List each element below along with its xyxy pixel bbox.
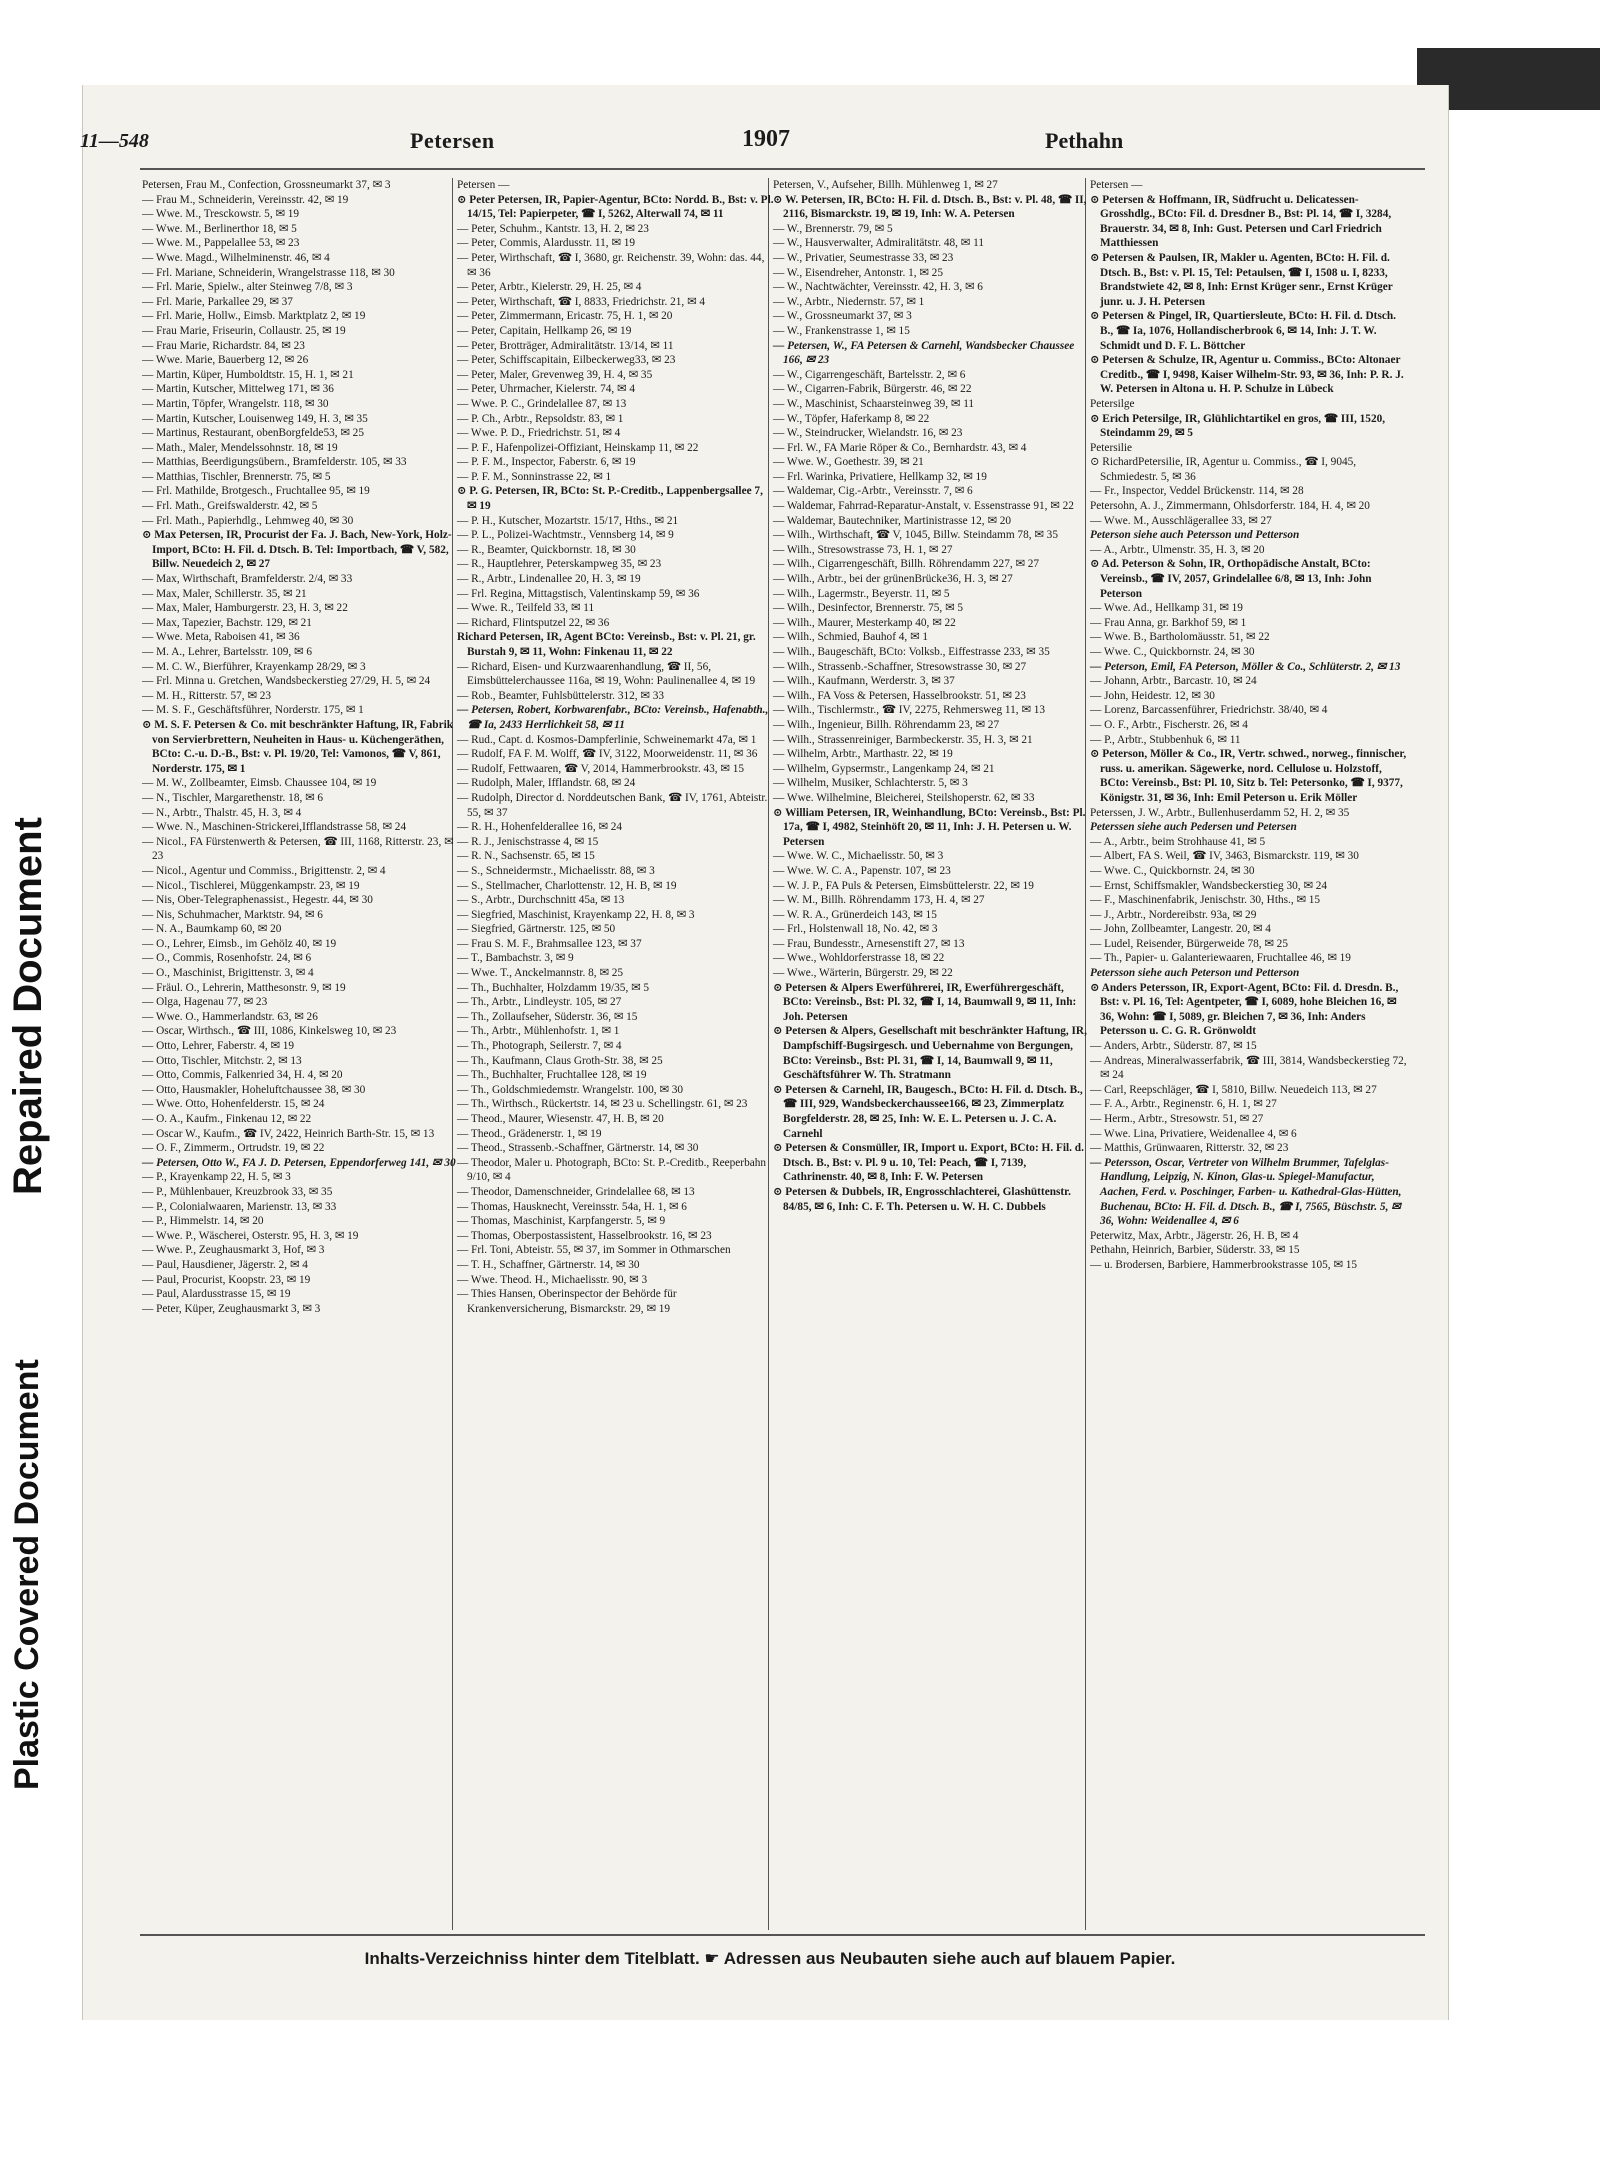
header-year: 1907 xyxy=(742,126,790,152)
directory-entry: — F. A., Arbtr., Reginenstr. 6, H. 1, ✉ 27 xyxy=(1090,1098,1277,1111)
directory-entry: ⊙ Petersen & Dubbels, IR, Engrosschlachterei, Glashüttenstr. 84/85, ✉ 6, Inh: C. F. Th. Petersen u. W. H. C. Dubbels xyxy=(773,1185,1071,1213)
footer-note: Inhalts-Verzeichniss hinter dem Titelblatt. ☛ Adressen aus Neubauten siehe auch auf blauem Papier. xyxy=(364,1949,1176,1968)
directory-entry: — S., Schneidermstr., Michaelisstr. 88, ✉ 3 xyxy=(457,864,655,877)
directory-entry: — Ludel, Reisender, Bürgerweide 78, ✉ 25 xyxy=(1090,937,1288,950)
directory-entry: — Rudolf, FA F. M. Wolff, ☎ IV, 3122, Moorweidenstr. 11, ✉ 36 xyxy=(457,748,758,761)
directory-entry: — O. F., Arbtr., Fischerstr. 26, ✉ 4 xyxy=(1090,718,1248,731)
directory-entry: — Peter, Uhrmacher, Kielerstr. 74, ✉ 4 xyxy=(457,383,635,396)
page-number: 11—548 xyxy=(80,130,149,152)
directory-entry: — T., Bambachstr. 3, ✉ 9 xyxy=(457,952,574,965)
directory-entry: — W., Arbtr., Niedernstr. 57, ✉ 1 xyxy=(773,295,925,308)
directory-entry: — W., Töpfer, Haferkamp 8, ✉ 22 xyxy=(773,412,930,425)
directory-entry: — Wwe. Theod. H., Michaelisstr. 90, ✉ 3 xyxy=(457,1273,648,1286)
directory-entry: — Albert, FA S. Weil, ☎ IV, 3463, Bismarckstr. 119, ✉ 30 xyxy=(1090,850,1359,863)
directory-entry: — Martin, Küper, Humboldtstr. 15, H. 1, ✉ 21 xyxy=(142,368,354,381)
directory-entry: — Wwe. Magd., Wilhelminenstr. 46, ✉ 4 xyxy=(142,251,330,264)
directory-entry: — Wilh., Desinfector, Brennerstr. 75, ✉ 5 xyxy=(773,602,964,615)
directory-entry: — W., Frankenstrasse 1, ✉ 15 xyxy=(773,324,910,337)
directory-entry: — W., Eisendreher, Antonstr. 1, ✉ 25 xyxy=(773,266,943,279)
footer-rule xyxy=(140,1934,1425,1936)
directory-entry: — Olga, Hagenau 77, ✉ 23 xyxy=(142,996,268,1009)
directory-entry: — Wilh., FA Voss & Petersen, Hasselbrookstr. 51, ✉ 23 xyxy=(773,689,1026,702)
directory-entry: ⊙ W. Petersen, IR, BCto: H. Fil. d. Dtsch. B., Bst: v. Pl. 48, ☎ II, 2116, Bismarckstr. 19, ✉ 19, Inh: W. A. Petersen xyxy=(773,193,1087,221)
directory-entry: — Wilh., Ingenieur, Billh. Röhrendamm 23, ✉ 27 xyxy=(773,718,1000,731)
directory-entry: ⊙ William Petersen, IR, Weinhandlung, BCto: Vereinsb., Bst: Pl. 17a, ☎ I, 4982, Steinhöft 20, ✉ 11, Inh: J. H. Petersen u. W. Petersen xyxy=(773,806,1086,848)
directory-entry: — Martin, Kutscher, Mittelweg 171, ✉ 36 xyxy=(142,383,334,396)
directory-entry: ⊙ Petersen & Schulze, IR, Agentur u. Commiss., BCto: Altonaer Creditb., ☎ I, 9498, Kaiser Wilhelm-Str. 93, ✉ 36, Inh: P. R. J. W. Petersen in Altona u. H. P. Schulze in Lübeck xyxy=(1090,354,1404,396)
directory-entry: — Wilh., Cigarrengeschäft, Billh. Röhrendamm 227, ✉ 27 xyxy=(773,558,1040,571)
directory-entry: — M. A., Lehrer, Bartelsstr. 109, ✉ 6 xyxy=(142,646,312,658)
directory-entry: — Peter, Capitain, Hellkamp 26, ✉ 19 xyxy=(457,324,632,337)
directory-entry: — Nis, Ober-Telegraphenassist., Hegestr. 44, ✉ 30 xyxy=(142,894,373,907)
directory-entry: — Th., Buchhalter, Holzdamm 19/35, ✉ 5 xyxy=(457,981,650,994)
directory-entry: — N., Tischler, Margarethenstr. 18, ✉ 6 xyxy=(142,791,324,804)
directory-entry: — John, Zollbeamter, Langestr. 20, ✉ 4 xyxy=(1090,923,1271,936)
directory-entry: — Peter, Brotträger, Admiralitätstr. 13/14, ✉ 11 xyxy=(457,339,674,352)
directory-entry: — Carl, Reepschläger, ☎ I, 5810, Billw. Neuedeich 113, ✉ 27 xyxy=(1090,1083,1377,1096)
directory-entry: — Wwe., Wohldorferstrasse 18, ✉ 22 xyxy=(773,952,945,965)
directory-entry: — W., Grossneumarkt 37, ✉ 3 xyxy=(773,310,912,323)
directory-entry: — S., Stellmacher, Charlottenstr. 12, H. B, ✉ 19 xyxy=(457,879,677,892)
directory-entry: ⊙ Anders Petersson, IR, Export-Agent, BCto: Fil. d. Dresdn. B., Bst: v. Pl. 16, Tel: Agentpeter, ☎ I, 6089, hohe Bleichen 16, ✉ 36, Wohn: ☎ I, 5089, gr. Bleichen 7, ✉ 36, Inh: Anders Petersson u. C. G. R. Grönwoldt xyxy=(1090,981,1399,1038)
directory-entry: ⊙ Ad. Peterson & Sohn, IR, Orthopädische Anstalt, BCto: Vereinsb., ☎ IV, 2057, Grindelallee 6/8, ✉ 13, Inh: John Peterson xyxy=(1090,558,1372,600)
directory-entry: — Rud., Capt. d. Kosmos-Dampferlinie, Schweinemarkt 47a, ✉ 1 xyxy=(457,733,757,746)
directory-entry: — Th., Wirthsch., Rückertstr. 14, ✉ 23 u. Schellingstr. 61, ✉ 23 xyxy=(457,1098,748,1111)
directory-entry: — Peter, Wirthschaft, ☎ I, 8833, Friedrichstr. 21, ✉ 4 xyxy=(457,295,706,308)
directory-entry: — P., Krayenkamp 22, H. 5, ✉ 3 xyxy=(142,1171,291,1184)
directory-entry: ⊙ Petersen & Alpers, Gesellschaft mit beschränkter Haftung, IR, Dampfschiff-Bugsirgesch. und Uebernahme von Bergungen, BCto: Vereinsb., Bst: Pl. 31, ☎ I, 14, Baumwall 9, ✉ 11, Geschäftsführer W. Th. Stratmann xyxy=(773,1025,1087,1082)
directory-entry: — R., Beamter, Quickbornstr. 18, ✉ 30 xyxy=(457,543,636,556)
directory-entry: Petersen — xyxy=(457,179,510,191)
directory-entry: — Petersson, Oscar, Vertreter von Wilhelm Brummer, Tafelglas-Handlung, Leipzig, N. Kinon, Glas-u. Spiegel-Manufactur, Aachen, Ferd. v. Poschinger, Farben- u. Kathedral-Glas-Hütten, Buchenau, BCto: H. Fil. d. Dtsch. B., ☎ I, 7565, Büschstr. 5, ✉ 36, Wohn: Weidenallee 4, ✉ 6 xyxy=(1090,1156,1402,1228)
plastic-covered-label: Plastic Covered Document xyxy=(8,1359,46,1790)
directory-entry: — Wilh., Strassenreiniger, Barmbeckerstr. 35, H. 3, ✉ 21 xyxy=(773,733,1033,746)
directory-entry: — Siegfried, Gärtnerstr. 125, ✉ 50 xyxy=(457,923,616,936)
directory-entry: — Wwe. P., Wäscherei, Osterstr. 95, H. 3, ✉ 19 xyxy=(142,1229,359,1242)
directory-entry: — Math., Maler, Mendelssohnstr. 18, ✉ 19 xyxy=(142,441,338,454)
directory-entry: Petersen — xyxy=(1090,179,1143,191)
directory-entry: — P. H., Kutscher, Mozartstr. 15/17, Hths., ✉ 21 xyxy=(457,514,679,527)
directory-entry: — Frl. Mathilde, Brotgesch., Fruchtallee 95, ✉ 19 xyxy=(142,485,370,498)
directory-entry: — Oscar W., Kaufm., ☎ IV, 2422, Heinrich Barth-Str. 15, ✉ 13 xyxy=(142,1127,435,1140)
directory-entry: — Rudolph, Director d. Norddeutschen Bank, ☎ IV, 1761, Abteistr. 55, ✉ 37 xyxy=(457,791,768,819)
directory-entry: — Wwe. W., Goethestr. 39, ✉ 21 xyxy=(773,456,924,469)
directory-entry: Peterssen siehe auch Pedersen und Petersen xyxy=(1090,821,1297,834)
directory-entry: — Theod., Maurer, Wiesenstr. 47, H. B, ✉ 20 xyxy=(457,1113,664,1125)
directory-entry: ⊙ Max Petersen, IR, Procurist der Fa. J. Bach, New-York, Holz-Import, BCto: H. Fil. d. Dtsch. B. Tel: Importbach, ☎ V, 582, Billw. Neuedeich 2, ✉ 27 xyxy=(142,529,452,571)
directory-entry: — P., Mühlenbauer, Kreuzbrook 33, ✉ 35 xyxy=(142,1185,333,1198)
directory-entry: — Wilhelm, Musiker, Schlachterstr. 5, ✉ 3 xyxy=(773,777,968,790)
directory-entry: — Thomas, Maschinist, Karpfangerstr. 5, ✉ 9 xyxy=(457,1215,666,1228)
directory-entry: — Wwe. Wilhelmine, Bleicherei, Steilshoperstr. 62, ✉ 33 xyxy=(773,791,1035,804)
header-right-name: Pethahn xyxy=(1045,128,1124,153)
directory-entry: — J., Arbtr., Nordereibstr. 93a, ✉ 29 xyxy=(1090,908,1257,921)
directory-entry: — Otto, Lehrer, Faberstr. 4, ✉ 19 xyxy=(142,1040,295,1053)
directory-entry: — Nicol., FA Fürstenwerth & Petersen, ☎ III, 1168, Ritterstr. 23, ✉ 23 xyxy=(142,835,454,863)
directory-entry: — A., Arbtr., Ulmenstr. 35, H. 3, ✉ 20 xyxy=(1090,543,1265,556)
directory-entry: — Frau, Bundesstr., Arnesenstift 27, ✉ 13 xyxy=(773,937,965,950)
directory-entry: — Wwe. Meta, Raboisen 41, ✉ 36 xyxy=(142,631,300,644)
directory-entry: — Petersen, W., FA Petersen & Carnehl, Wandsbecker Chaussee 166, ✉ 23 xyxy=(773,339,1075,367)
directory-entry: — Johann, Arbtr., Barcastr. 10, ✉ 24 xyxy=(1090,675,1257,688)
directory-entry: — Wilh., Stresowstrasse 73, H. 1, ✉ 27 xyxy=(773,543,953,556)
directory-entry: — Frl. Marie, Hollw., Eimsb. Marktplatz 2, ✉ 19 xyxy=(142,310,366,323)
directory-entry: — Peter, Schiffscapitain, Eilbeckerweg33, ✉ 23 xyxy=(457,354,676,367)
directory-entry: — Theod., Strassenb.-Schaffner, Gärtnerstr. 14, ✉ 30 xyxy=(457,1142,699,1155)
directory-entry: — Frl. Warinka, Privatiere, Hellkamp 32, ✉ 19 xyxy=(773,470,987,483)
directory-entry: Peterwitz, Max, Arbtr., Jägerstr. 26, H. B, ✉ 4 xyxy=(1090,1229,1299,1242)
directory-entry: — Peterson, Emil, FA Peterson, Möller & Co., Schlüterstr. 2, ✉ 13 xyxy=(1090,660,1401,673)
directory-entry: — Frl. Mariane, Schneiderin, Wrangelstrasse 118, ✉ 30 xyxy=(142,266,395,279)
directory-entry: — Peter, Schuhm., Kantstr. 13, H. 2, ✉ 23 xyxy=(457,222,649,235)
directory-entry: — Wilh., Baugeschäft, BCto: Volksb., Eiffestrasse 233, ✉ 35 xyxy=(773,646,1050,658)
directory-entry: — N. A., Baumkamp 60, ✉ 20 xyxy=(142,923,282,936)
directory-entry: — Frl. W., FA Marie Röper & Co., Bernhardstr. 43, ✉ 4 xyxy=(773,441,1027,454)
directory-entry: — Max, Maler, Schillerstr. 35, ✉ 21 xyxy=(142,587,307,600)
directory-entry: — Matthias, Beerdigungsübern., Bramfelderstr. 105, ✉ 33 xyxy=(142,456,407,469)
directory-entry: — P., Colonialwaaren, Marienstr. 13, ✉ 33 xyxy=(142,1200,337,1213)
directory-entry: — Paul, Procurist, Koopstr. 23, ✉ 19 xyxy=(142,1273,311,1286)
directory-entry: Richard Petersen, IR, Agent BCto: Vereinsb., Bst: v. Pl. 21, gr. Burstah 9, ✉ 11, Wohn: Finkenau 11, ✉ 22 xyxy=(457,631,756,658)
directory-entry: ⊙ Erich Petersilge, IR, Glühlichtartikel en gros, ☎ III, 1520, Steindamm 29, ✉ 5 xyxy=(1090,412,1386,440)
directory-entry: ⊙ M. S. F. Petersen & Co. mit beschränkter Haftung, IR, Fabrik von Servierbrettern, Neuheiten in Haus- u. Küchengeräthen, BCto: C.-u. D.-B., Bst: v. Pl. 19/20, Tel: Vamonos, ☎ V, 861, Norderstr. 175, ✉ 1 xyxy=(142,718,454,775)
directory-entry: — Max, Tapezier, Bachstr. 129, ✉ 21 xyxy=(142,616,312,629)
directory-entry: ⊙ Petersen & Hoffmann, IR, Südfrucht u. Delicatessen-Grosshdlg., BCto: Fil. d. Dresdner B., Bst: Pl. 14, ☎ I, 3284, Brauerstr. 34, ✉ 8, Inh: Gust. Petersen und Carl Friedrich Matthiessen xyxy=(1090,193,1392,250)
directory-entry: — Rudolf, Fettwaaren, ☎ V, 2014, Hammerbrookstr. 43, ✉ 15 xyxy=(457,762,744,775)
directory-entry: — Peter, Commis, Alardusstr. 11, ✉ 19 xyxy=(457,237,636,250)
directory-entry: — W., Hausverwalter, Admiralitätstr. 48, ✉ 11 xyxy=(773,237,984,250)
directory-entry: — Thomas, Oberpostassistent, Hasselbrookstr. 16, ✉ 23 xyxy=(457,1229,712,1242)
directory-entry: — W., Cigarrengeschäft, Bartelsstr. 2, ✉ 6 xyxy=(773,368,966,381)
directory-entry: — F., Maschinenfabrik, Jenischstr. 30, Hths., ✉ 15 xyxy=(1090,894,1321,907)
directory-entry: — R. H., Hohenfelderallee 16, ✉ 24 xyxy=(457,821,623,834)
directory-entry: ⊙ RichardPetersilie, IR, Agentur u. Commiss., ☎ I, 9045, Schmiedestr. 5, ✉ 36 xyxy=(1090,456,1357,483)
directory-entry: — Waldemar, Bautechniker, Martinistrasse 12, ✉ 20 xyxy=(773,514,1012,527)
directory-entry: — Wwe. B., Bartholomäusstr. 51, ✉ 22 xyxy=(1090,631,1270,644)
directory-entry: — Anders, Arbtr., Süderstr. 87, ✉ 15 xyxy=(1090,1040,1257,1053)
directory-entry: — P. L., Polizei-Wachtmstr., Vennsberg 14, ✉ 9 xyxy=(457,529,674,542)
directory-entry: — Frau M., Schneiderin, Vereinsstr. 42, ✉ 19 xyxy=(142,193,349,206)
directory-entry: — Frau Marie, Friseurin, Collaustr. 25, ✉ 19 xyxy=(142,324,346,337)
directory-entry: — Theodor, Damenschneider, Grindelallee 68, ✉ 13 xyxy=(457,1185,695,1198)
directory-entry: — Th., Zollaufseher, Süderstr. 36, ✉ 15 xyxy=(457,1010,638,1023)
directory-entry: — Frl. Math., Greifswalderstr. 42, ✉ 5 xyxy=(142,500,318,513)
directory-entry: — Thies Hansen, Oberinspector der Behörde für Krankenversicherung, Bismarckstr. 29, ✉ 19 xyxy=(457,1288,677,1315)
directory-entry: — Matthias, Tischler, Brennerstr. 75, ✉ 5 xyxy=(142,470,331,483)
directory-entry: — Frl. Minna u. Gretchen, Wandsbeckerstieg 27/29, H. 5, ✉ 24 xyxy=(142,675,431,688)
directory-entry: — Waldemar, Cig.-Arbtr., Vereinsstr. 7, ✉ 6 xyxy=(773,485,973,498)
directory-entry: ⊙ Petersen & Paulsen, IR, Makler u. Agenten, BCto: H. Fil. d. Dtsch. B., Bst: v. Pl. 15, Tel: Petaulsen, ☎ I, 1508 u. I, 8233, Brandstwiete 42, ✉ 8, Inh: Ernst Krüger senr., Ernst Krüger junr. u. J. H. Petersen xyxy=(1090,251,1393,308)
directory-entry: ⊙ Peterson, Möller & Co., IR, Vertr. schwed., norweg., finnischer, russ. u. amerikan. Sägewerke, nord. Cellulose u. Holzstoff, BCto: Vereinsb., Bst: Pl. 10, Sitz b. Tel: Petersonko, ☎ I, 9377, Königstr. 31, ✉ 36, Inh: Emil Peterson u. Erik Möller xyxy=(1090,748,1407,804)
directory-entry: — Oscar, Wirthsch., ☎ III, 1086, Kinkelsweg 10, ✉ 23 xyxy=(142,1025,397,1038)
directory-entry: — Ernst, Schiffsmakler, Wandsbeckerstieg 30, ✉ 24 xyxy=(1090,879,1328,892)
directory-entry: — Wilhelm, Arbtr., Marthastr. 22, ✉ 19 xyxy=(773,748,953,761)
directory-entry: Petersen, V., Aufseher, Billh. Mühlenweg 1, ✉ 27 xyxy=(773,179,998,191)
directory-entry: — T. H., Schaffner, Gärtnerstr. 14, ✉ 30 xyxy=(457,1258,640,1271)
directory-entry: — W., Cigarren-Fabrik, Bürgerstr. 46, ✉ 22 xyxy=(773,383,972,396)
header-left-name: Petersen xyxy=(410,128,495,153)
directory-entry: — R., Arbtr., Lindenallee 20, H. 3, ✉ 19 xyxy=(457,573,641,586)
directory-entry: — O., Commis, Rosenhofstr. 24, ✉ 6 xyxy=(142,952,312,965)
directory-entry: — Paul, Alardusstrasse 15, ✉ 19 xyxy=(142,1288,291,1301)
directory-entry: — Waldemar, Fahrrad-Reparatur-Anstalt, v. Essenstrasse 91, ✉ 22 xyxy=(773,500,1074,513)
directory-entry: — P. F. M., Inspector, Faberstr. 6, ✉ 19 xyxy=(457,456,636,469)
directory-entry: — R., Hauptlehrer, Peterskampweg 35, ✉ 23 xyxy=(457,558,662,571)
directory-entry: Petersilie xyxy=(1090,441,1133,454)
directory-entry: — Wilh., Maurer, Mesterkamp 40, ✉ 22 xyxy=(773,616,956,629)
directory-entry: — Th., Buchhalter, Fruchtallee 128, ✉ 19 xyxy=(457,1069,647,1082)
column-2 xyxy=(457,178,775,1316)
directory-entry: — P., Himmelstr. 14, ✉ 20 xyxy=(142,1215,264,1228)
directory-entry: — Wilh., Kaufmann, Werderstr. 3, ✉ 37 xyxy=(773,675,955,688)
directory-entry: — Martin, Kutscher, Louisenweg 149, H. 3, ✉ 35 xyxy=(142,412,368,425)
directory-entry: ⊙ Petersen & Pingel, IR, Quartiersleute, BCto: H. Fil. d. Dtsch. B., ☎ Ia, 1076, Hollandischerbrook 6, ✉ 14, Inh: J. T. W. Schmidt und D. F. L. Böttcher xyxy=(1090,310,1396,352)
directory-entry: — Wilh., Wirthschaft, ☎ V, 1045, Billw. Steindamm 78, ✉ 35 xyxy=(773,529,1058,542)
directory-entry: Peterssen, J. W., Arbtr., Bullenhuserdamm 52, H. 2, ✉ 35 xyxy=(1090,806,1350,819)
directory-entry: ⊙ Petersen & Alpers Ewerführerei, IR, Ewerführergeschäft, BCto: Vereinsb., Bst: Pl. 32, ☎ I, 14, Baumwall 9, ✉ 11, Inh: Joh. Petersen xyxy=(773,981,1077,1023)
directory-entry: ⊙ Peter Petersen, IR, Papier-Agentur, BCto: Nordd. B., Bst: v. Pl. 14/15, Tel: Papierpeter, ☎ I, 5262, Alterwall 74, ✉ 11 xyxy=(457,193,774,221)
directory-entry: Peterson siehe auch Petersson und Petterson xyxy=(1090,529,1300,542)
directory-entry: — Otto, Hausmakler, Hoheluftchaussee 38, ✉ 30 xyxy=(142,1083,366,1096)
directory-entry: — R. J., Jenischstrasse 4, ✉ 15 xyxy=(457,835,599,848)
directory-entry: — Wilhelm, Gypsermstr., Langenkamp 24, ✉ 21 xyxy=(773,762,995,775)
directory-entry: — Th., Papier- u. Galanteriewaaren, Fruchtallee 46, ✉ 19 xyxy=(1090,952,1351,965)
directory-entry: — M. H., Ritterstr. 57, ✉ 23 xyxy=(142,689,272,702)
directory-entry: — Siegfried, Maschinist, Krayenkamp 22, H. 8, ✉ 3 xyxy=(457,908,695,921)
directory-entry: — P. F. M., Sonninstrasse 22, ✉ 1 xyxy=(457,470,612,483)
directory-entry: — Th., Arbtr., Lindleystr. 105, ✉ 27 xyxy=(457,996,622,1009)
directory-entry: — Andreas, Mineralwasserfabrik, ☎ III, 3814, Wandsbeckerstieg 72, ✉ 24 xyxy=(1090,1054,1407,1082)
directory-entry: — Petersen, Otto W., FA J. D. Petersen, Eppendorferweg 141, ✉ 30 xyxy=(142,1156,456,1169)
directory-entry: — Wwe. P., Zeughausmarkt 3, Hof, ✉ 3 xyxy=(142,1244,325,1257)
directory-entry: — Wilh., Arbtr., bei der grünenBrücke36, H. 3, ✉ 27 xyxy=(773,573,1013,586)
directory-entry: — Frl. Toni, Abteistr. 55, ✉ 37, im Sommer in Othmarschen xyxy=(457,1244,731,1257)
directory-entry: — Wwe. N., Maschinen-Strickerei,Ifflandstrasse 58, ✉ 24 xyxy=(142,821,407,834)
directory-entry: — Wwe. W. C. A., Papenstr. 107, ✉ 23 xyxy=(773,864,951,877)
directory-entry: — Otto, Commis, Falkenried 34, H. 4, ✉ 20 xyxy=(142,1069,343,1082)
directory-entry: — N., Arbtr., Thalstr. 45, H. 3, ✉ 4 xyxy=(142,806,302,819)
directory-entry: — Wwe. O., Hammerlandstr. 63, ✉ 26 xyxy=(142,1010,318,1023)
directory-entry: — Wwe., Wärterin, Bürgerstr. 29, ✉ 22 xyxy=(773,967,953,980)
directory-entry: — John, Heidestr. 12, ✉ 30 xyxy=(1090,689,1215,702)
directory-entry: — Martinus, Restaurant, obenBorgfelde53, ✉ 25 xyxy=(142,427,364,440)
repaired-document-label: Repaired Document xyxy=(6,817,50,1195)
directory-entry: — O., Lehrer, Eimsb., im Gehölz 40, ✉ 19 xyxy=(142,937,337,950)
column-3 xyxy=(773,178,1091,1214)
directory-entry: — u. Brodersen, Barbiere, Hammerbrookstrasse 105, ✉ 15 xyxy=(1090,1258,1358,1271)
directory-entry: — O. A., Kaufm., Finkenau 12, ✉ 22 xyxy=(142,1113,312,1125)
directory-entry: — A., Arbtr., beim Strohhause 41, ✉ 5 xyxy=(1090,835,1266,848)
directory-entry: — Fräul. O., Lehrerin, Matthesonstr. 9, ✉ 19 xyxy=(142,981,346,994)
directory-entry: — Wwe. P. C., Grindelallee 87, ✉ 13 xyxy=(457,397,627,410)
directory-entry: — Peter, Küper, Zeughausmarkt 3, ✉ 3 xyxy=(142,1302,321,1315)
directory-entry: ⊙ P. G. Petersen, IR, BCto: St. P.-Creditb., Lappenbergsallee 7, ✉ 19 xyxy=(457,485,763,513)
directory-entry: — Wwe. M., Ausschlägerallee 33, ✉ 27 xyxy=(1090,514,1272,527)
directory-entry: — Frl. Marie, Parkallee 29, ✉ 37 xyxy=(142,295,293,308)
directory-entry: — Otto, Tischler, Mitchstr. 2, ✉ 13 xyxy=(142,1054,302,1067)
directory-entry: — W., Maschinist, Schaarsteinweg 39, ✉ 11 xyxy=(773,397,975,410)
directory-entry: — Wilh., Strassenb.-Schaffner, Stresowstrasse 30, ✉ 27 xyxy=(773,660,1027,673)
directory-entry: — Wwe. Otto, Hohenfelderstr. 15, ✉ 24 xyxy=(142,1098,325,1111)
directory-entry: — Frl. Regina, Mittagstisch, Valentinskamp 59, ✉ 36 xyxy=(457,587,700,600)
directory-entry: — Wwe. T., Anckelmannstr. 8, ✉ 25 xyxy=(457,967,624,980)
directory-entry: — Wilh., Schmied, Bauhof 4, ✉ 1 xyxy=(773,631,929,644)
directory-entry: Petersohn, A. J., Zimmermann, Ohlsdorferstr. 184, H. 4, ✉ 20 xyxy=(1090,500,1370,513)
directory-entry: — Th., Kaufmann, Claus Groth-Str. 38, ✉ 25 xyxy=(457,1054,663,1067)
directory-entry: — Wwe. Marie, Bauerberg 12, ✉ 26 xyxy=(142,354,309,367)
directory-entry: — Frau S. M. F., Brahmsallee 123, ✉ 37 xyxy=(457,937,642,950)
directory-entry: — Fr., Inspector, Veddel Brückenstr. 114, ✉ 28 xyxy=(1090,485,1304,498)
directory-entry: — P. Ch., Arbtr., Repsoldstr. 83, ✉ 1 xyxy=(457,412,624,425)
directory-entry: — Frl. Math., Papierhdlg., Lehmweg 40, ✉ 30 xyxy=(142,514,354,527)
directory-entry: Pethahn, Heinrich, Barbier, Süderstr. 33, ✉ 15 xyxy=(1090,1244,1300,1257)
directory-entry: — O. F., Zimmerm., Ortrudstr. 19, ✉ 22 xyxy=(142,1142,325,1155)
directory-entry: — P., Arbtr., Stubbenhuk 6, ✉ 11 xyxy=(1090,733,1241,746)
directory-entry: — M. C. W., Bierführer, Krayenkamp 28/29, ✉ 3 xyxy=(142,660,366,673)
directory-entry: — Frl. Marie, Spielw., alter Steinweg 7/8, ✉ 3 xyxy=(142,281,353,294)
directory-entry: — Richard, Flintsputzel 22, ✉ 36 xyxy=(457,616,610,629)
directory-entry: — Wwe. M., Tresckowstr. 5, ✉ 19 xyxy=(142,208,300,221)
directory-entry: — Frau Marie, Richardstr. 84, ✉ 23 xyxy=(142,339,305,352)
directory-entry: — Wwe. C., Quickbornstr. 24, ✉ 30 xyxy=(1090,864,1255,877)
directory-entry: — Martin, Töpfer, Wrangelstr. 118, ✉ 30 xyxy=(142,397,329,410)
directory-entry: — M. W., Zollbeamter, Eimsb. Chaussee 104, ✉ 19 xyxy=(142,777,377,790)
directory-entry: ⊙ Petersen & Carnehl, IR, Baugesch., BCto: H. Fil. d. Dtsch. B., ☎ III, 929, Wandsbeckerchaussee166, ✉ 23, Zimmerplatz Borgfelderstr. 28, ✉ 25, Inh: W. E. L. Petersen u. J. C. A. Carnehl xyxy=(773,1083,1083,1140)
directory-entry: — Peter, Maler, Grevenweg 39, H. 4, ✉ 35 xyxy=(457,368,653,381)
directory-entry: — Thomas, Hausknecht, Vereinsstr. 54a, H. 1, ✉ 6 xyxy=(457,1200,687,1213)
directory-entry: — Wwe. Ad., Hellkamp 31, ✉ 19 xyxy=(1090,602,1243,615)
directory-entry: ⊙ Petersen & Consmüller, IR, Import u. Export, BCto: H. Fil. d. Dtsch. B., Bst: v. Pl. 9 u. 10, Tel: Peach, ☎ I, 7139, Cathrinenstr. 40, ✉ 8, Inh: F. W. Petersen xyxy=(773,1142,1084,1184)
directory-entry: — P. F., Hafenpolizei-Offiziant, Heinskamp 11, ✉ 22 xyxy=(457,441,699,454)
directory-entry: Petersen, Frau M., Confection, Grossneumarkt 37, ✉ 3 xyxy=(142,179,391,191)
directory-entry: — Frl., Holstenwall 18, No. 42, ✉ 3 xyxy=(773,923,938,936)
directory-entry: — W., Nachtwächter, Vereinsstr. 42, H. 3, ✉ 6 xyxy=(773,281,983,294)
directory-entry: — Petersen, Robert, Korbwarenfabr., BCto: Vereinsb., Hafenabth., ☎ Ia, 2433 Herrlichkeit 58, ✉ 11 xyxy=(457,704,769,731)
header-rule xyxy=(140,168,1425,170)
directory-entry: — Max, Maler, Hamburgerstr. 23, H. 3, ✉ 22 xyxy=(142,602,348,615)
directory-entry: — W., Steindrucker, Wielandstr. 16, ✉ 23 xyxy=(773,427,963,440)
directory-entry: — Max, Wirthschaft, Bramfelderstr. 2/4, ✉ 33 xyxy=(142,573,353,586)
directory-entry: — S., Arbtr., Durchschnitt 45a, ✉ 13 xyxy=(457,894,625,907)
directory-entry: — Rudolph, Maler, Ifflandstr. 68, ✉ 24 xyxy=(457,777,636,790)
directory-entry: Petersson siehe auch Peterson und Petterson xyxy=(1090,967,1300,980)
directory-entry: — W., Privatier, Seumestrasse 33, ✉ 23 xyxy=(773,251,954,264)
directory-entry: — Nis, Schuhmacher, Marktstr. 94, ✉ 6 xyxy=(142,908,323,921)
directory-entry: — Th., Photograph, Seilerstr. 7, ✉ 4 xyxy=(457,1040,622,1053)
directory-entry: — Wwe. C., Quickbornstr. 24, ✉ 30 xyxy=(1090,646,1255,658)
directory-entry: — Paul, Hausdiener, Jägerstr. 2, ✉ 4 xyxy=(142,1258,308,1271)
directory-entry: — Herm., Arbtr., Stresowstr. 51, ✉ 27 xyxy=(1090,1113,1264,1125)
directory-entry: — Peter, Zimmermann, Ericastr. 75, H. 1, ✉ 20 xyxy=(457,310,673,323)
directory-entry: — Th., Goldschmiedemstr. Wrangelstr. 100, ✉ 30 xyxy=(457,1083,684,1096)
directory-entry: — W. J. P., FA Puls & Petersen, Eimsbüttelerstr. 22, ✉ 19 xyxy=(773,879,1034,892)
directory-entry: — Peter, Wirthschaft, ☎ I, 3680, gr. Reichenstr. 39, Wohn: das. 44, ✉ 36 xyxy=(457,251,765,279)
directory-entry: — Wwe. M., Berlinerthor 18, ✉ 5 xyxy=(142,222,297,235)
directory-entry: — Richard, Eisen- und Kurzwaarenhandlung, ☎ II, 56, Eimsbüttelerchaussee 116a, ✉ 19, Wohn: Paulinenallee 4, ✉ 19 xyxy=(457,660,756,688)
directory-entry: — R. N., Sachsenstr. 65, ✉ 15 xyxy=(457,850,595,863)
directory-entry: — Wwe. Lina, Privatiere, Weidenallee 4, ✉ 6 xyxy=(1090,1127,1297,1140)
directory-entry: — Rob., Beamter, Fuhlsbüttelerstr. 312, ✉ 33 xyxy=(457,689,665,702)
directory-entry: — Nicol., Agentur und Commiss., Brigittenstr. 2, ✉ 4 xyxy=(142,864,386,877)
directory-entry: — W. M., Billh. Röhrendamm 173, H. 4, ✉ 27 xyxy=(773,894,985,907)
directory-entry: — Theod., Grädenerstr. 1, ✉ 19 xyxy=(457,1127,602,1140)
directory-entry: — O., Maschinist, Brigittenstr. 3, ✉ 4 xyxy=(142,967,314,980)
directory-entry: — Wwe. R., Teilfeld 33, ✉ 11 xyxy=(457,602,595,615)
directory-entry: — Lorenz, Barcassenführer, Friedrichstr. 38/40, ✉ 4 xyxy=(1090,704,1328,717)
directory-entry: — Matthis, Grünwaaren, Ritterstr. 32, ✉ 23 xyxy=(1090,1142,1289,1155)
directory-entry: — Frau Anna, gr. Barkhof 59, ✉ 1 xyxy=(1090,616,1247,629)
directory-entry: — Wilh., Lagermstr., Beyerstr. 11, ✉ 5 xyxy=(773,587,950,600)
directory-entry: — W. R. A., Grünerdeich 143, ✉ 15 xyxy=(773,908,937,921)
directory-entry: — W., Brennerstr. 79, ✉ 5 xyxy=(773,222,893,235)
directory-entry: — Theodor, Maler u. Photograph, BCto: St. P.-Creditb., Reeperbahn 9/10, ✉ 4 xyxy=(457,1156,767,1184)
directory-entry: — Wwe. M., Pappelallee 53, ✉ 23 xyxy=(142,237,300,250)
directory-entry: — Wwe. W. C., Michaelisstr. 50, ✉ 3 xyxy=(773,850,944,863)
directory-entry: — Wwe. P. D., Friedrichstr. 51, ✉ 4 xyxy=(457,427,621,440)
directory-entry: — Peter, Arbtr., Kielerstr. 29, H. 25, ✉ 4 xyxy=(457,281,642,294)
column-4 xyxy=(1090,178,1408,1273)
column-1 xyxy=(142,178,460,1316)
directory-entry: — Th., Arbtr., Mühlenhofstr. 1, ✉ 1 xyxy=(457,1025,620,1038)
directory-entry: — Wilh., Tischlermstr., ☎ IV, 2275, Rehmersweg 11, ✉ 13 xyxy=(773,704,1046,717)
directory-entry: — M. S. F., Geschäftsführer, Norderstr. 175, ✉ 1 xyxy=(142,704,364,717)
directory-entry: — Nicol., Tischlerei, Müggenkampstr. 23, ✉ 19 xyxy=(142,879,360,892)
directory-entry: Petersilge xyxy=(1090,397,1135,410)
